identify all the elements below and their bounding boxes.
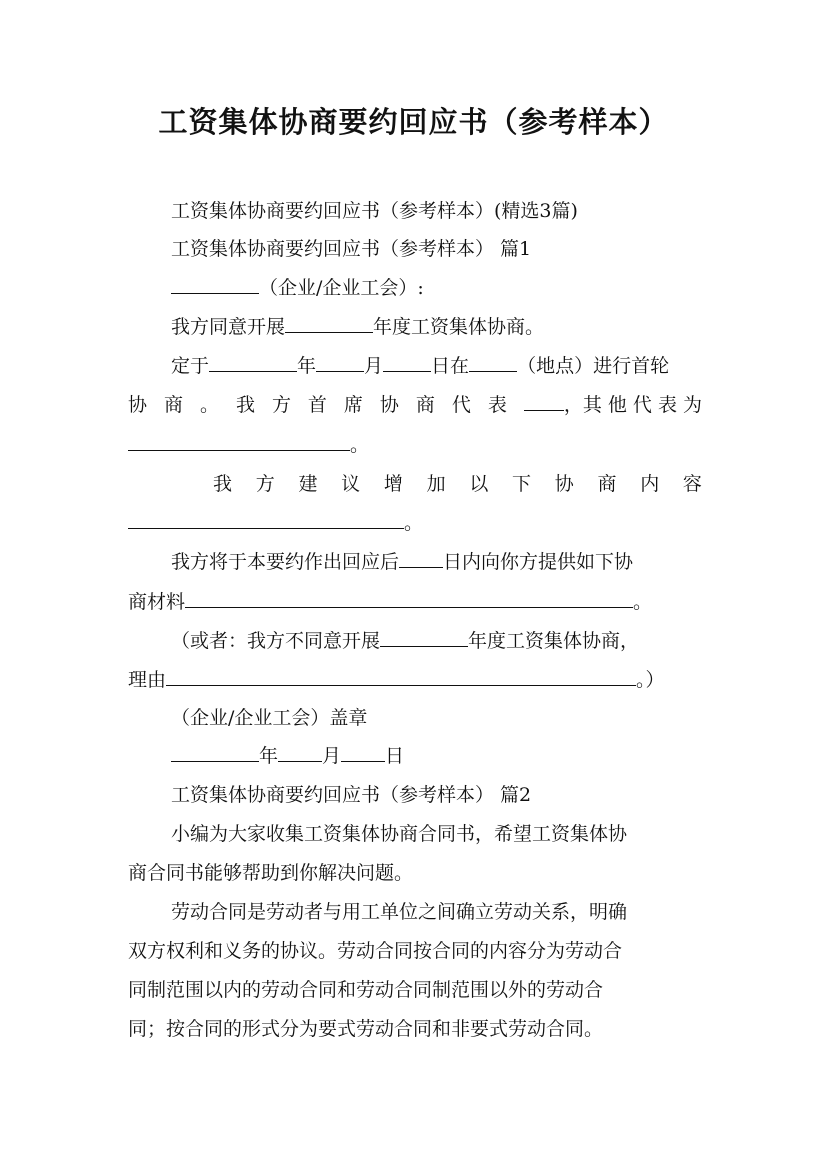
representative-line: [128, 393, 702, 417]
blank-underline: [128, 511, 404, 529]
agree-line: [171, 315, 702, 339]
blank-underline: [171, 744, 259, 762]
char: 表: [487, 394, 507, 416]
subtitle: 工资集体协商要约回应书（参考样本）(精选3篇): [171, 200, 578, 222]
blank-underline: [524, 393, 564, 411]
blank-underline: [166, 668, 636, 686]
document-title: 工资集体协商要约回应书（参考样本）: [158, 105, 669, 139]
char: 我: [213, 473, 233, 495]
char: 议: [341, 473, 361, 495]
reason-close: 。）: [636, 669, 665, 691]
char: 容: [682, 473, 702, 495]
paragraph-2-line-4: 同；按合同的形式分为要式劳动合同和非要式劳动合同。: [128, 1018, 604, 1040]
schedule-line: [171, 354, 702, 378]
schedule-text-b: 年: [297, 355, 317, 377]
date-day: 日: [385, 745, 405, 767]
char: 。: [199, 394, 219, 416]
blank-underline: [285, 315, 373, 333]
agree-text-a: 我方同意开展: [171, 316, 286, 338]
alternative-line: [171, 629, 702, 653]
addressee-line: [171, 276, 702, 300]
char: 我: [235, 394, 255, 416]
blank-underline: [399, 550, 443, 568]
paragraph-2-line-3: 同制范围以内的劳动合同和劳动合同制范围以外的劳动合: [128, 979, 604, 1001]
blank-underline: [341, 744, 385, 762]
blank-underline: [171, 276, 259, 294]
seal-line: （企业/企业工会）盖章: [171, 707, 368, 729]
paragraph-1-line-2: 商合同书能够帮助到你解决问题。: [128, 862, 414, 884]
char: 协: [128, 394, 148, 416]
char: 方: [271, 394, 291, 416]
paragraph-2-line-2: 双方权利和义务的协议。劳动合同按合同的内容分为劳动合: [128, 940, 623, 962]
period: 。: [350, 434, 370, 456]
char: 以: [469, 473, 489, 495]
blank-underline: [278, 744, 322, 762]
char: 内: [640, 473, 660, 495]
representative-blank-line: [128, 433, 702, 457]
content-proposal-line: [213, 472, 702, 496]
reason-line: [128, 668, 702, 692]
section-heading-1: 工资集体协商要约回应书（参考样本） 篇1: [171, 238, 532, 260]
char: 建: [298, 473, 318, 495]
date-month: 月: [322, 745, 342, 767]
paragraph-1-line-1: 小编为大家收集工资集体协商合同书，希望工资集体协: [171, 823, 628, 845]
paragraph-2-line-1: 劳动合同是劳动者与用工单位之间确立劳动关系，明确: [171, 901, 628, 923]
char: 方: [255, 473, 275, 495]
char: 商: [415, 394, 435, 416]
content-blank-line: [128, 511, 702, 535]
char: 代: [451, 394, 471, 416]
char: 增: [383, 473, 403, 495]
representative-tail: ，其 他 代 表 为: [563, 394, 702, 416]
blank-underline: [380, 629, 468, 647]
blank-underline: [316, 354, 364, 372]
materials-text-b: 日内向你方提供如下协: [443, 551, 634, 573]
schedule-text-e: （地点）进行首轮: [517, 355, 670, 377]
blank-underline: [185, 590, 633, 608]
agree-text-b: 年度工资集体协商。: [373, 316, 545, 338]
char: 协: [554, 473, 574, 495]
char: 首: [307, 394, 327, 416]
schedule-text-c: 月: [364, 355, 384, 377]
materials-blank-line: [128, 590, 702, 614]
addressee-text: （企业/企业工会）:: [259, 277, 424, 299]
blank-underline: [128, 433, 350, 451]
char: 加: [426, 473, 446, 495]
schedule-text-a: 定于: [171, 355, 210, 377]
materials-text-c: 商材料: [128, 591, 186, 613]
alternative-text-b: 年度工资集体协商，: [468, 630, 640, 652]
date-line: [171, 744, 702, 768]
materials-text-a: 我方将于本要约作出回应后: [171, 551, 400, 573]
period: 。: [404, 512, 424, 534]
alternative-text-a: （或者：我方不同意开展: [171, 630, 381, 652]
blank-underline: [469, 354, 517, 372]
section-heading-2: 工资集体协商要约回应书（参考样本） 篇2: [171, 784, 532, 806]
char: 商: [163, 394, 183, 416]
period: 。: [633, 591, 653, 613]
blank-underline: [383, 354, 431, 372]
schedule-text-d: 日在: [431, 355, 470, 377]
char: 下: [512, 473, 532, 495]
materials-line: [171, 550, 702, 574]
char: 席: [343, 394, 363, 416]
blank-underline: [209, 354, 297, 372]
reason-label: 理由: [128, 669, 167, 691]
char: 商: [597, 473, 617, 495]
char: 协: [379, 394, 399, 416]
date-year: 年: [259, 745, 279, 767]
